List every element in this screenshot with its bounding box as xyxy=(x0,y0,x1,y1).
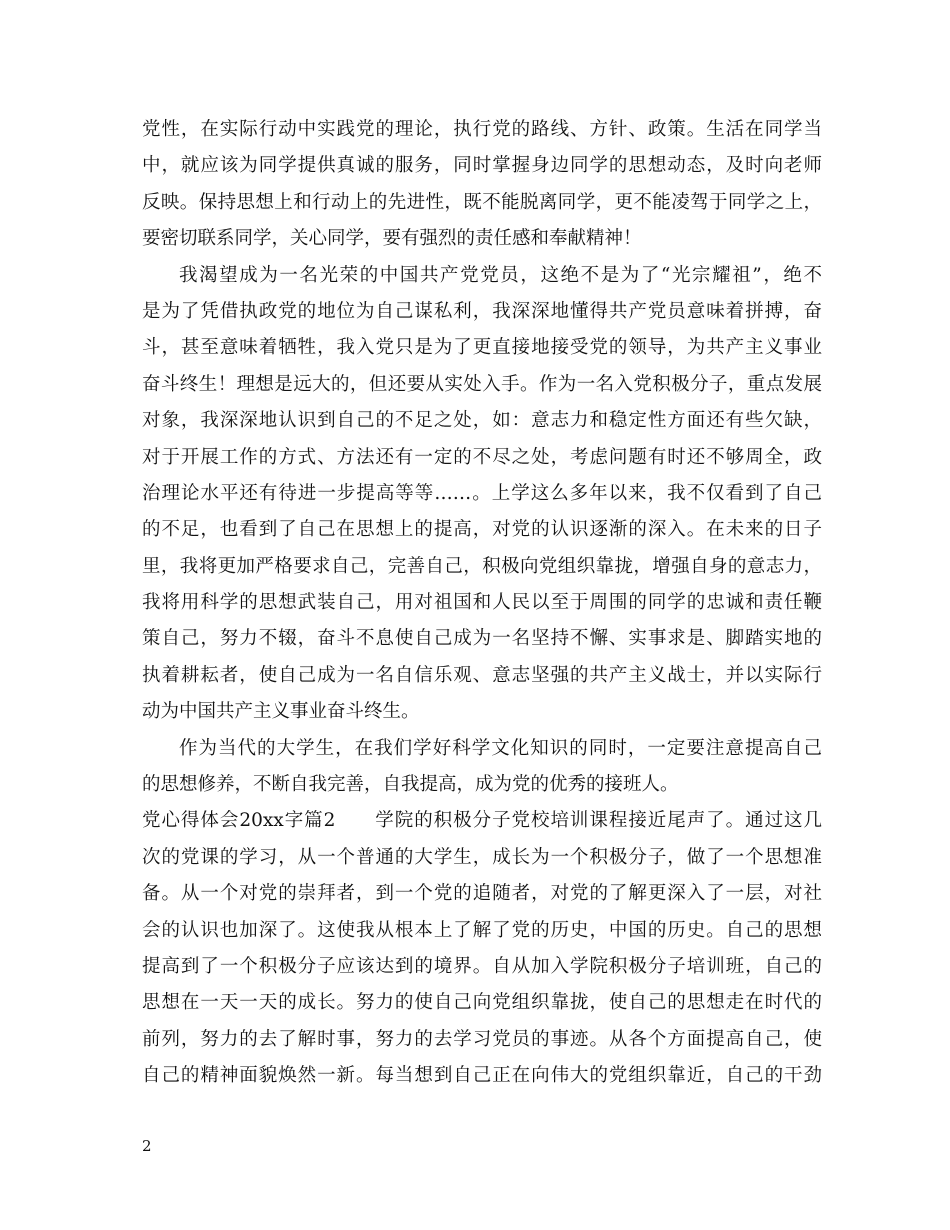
text-line: 次的党课的学习，从一个普通的大学生，成长为一个积极分子，做了一个思想准 xyxy=(142,846,822,868)
text-line: 对于开展工作的方式、方法还有一定的不尽之处，考虑问题有时还不够周全，政 xyxy=(142,446,822,468)
text-line: 对象，我深深地认识到自己的不足之处，如：意志力和稳定性方面还有些欠缺， xyxy=(142,410,822,432)
text-line: 会的认识也加深了。这使我从根本上了解了党的历史，中国的历史。自己的思想 xyxy=(142,919,822,941)
text-line: 思想在一天一天的成长。努力的使自己向党组织靠拢，使自己的思想走在时代的 xyxy=(142,992,822,1014)
text-line: 自己的精神面貌焕然一新。每当想到自己正在向伟大的党组织靠近，自己的干劲 xyxy=(142,1065,822,1087)
page-number: 2 xyxy=(142,1137,152,1155)
text-line: 奋斗终生！理想是远大的，但还要从实处入手。作为一名入党积极分子，重点发展 xyxy=(142,373,822,395)
text-line: 的思想修养，不断自我完善，自我提高，成为党的优秀的接班人。 xyxy=(142,774,679,796)
text-line: 提高到了一个积极分子应该达到的境界。自从加入学院积极分子培训班，自己的 xyxy=(142,955,822,977)
text-line: 前列，努力的去了解时事，努力的去学习党员的事迹。从各个方面提高自己，使 xyxy=(142,1028,822,1050)
body-text xyxy=(142,112,822,1095)
text-line: 要密切联系同学，关心同学，要有强烈的责任感和奉献精神！ xyxy=(142,228,642,250)
text-line: 执着耕耘者，使自己成为一名自信乐观、意志坚强的共产主义战士，并以实际行 xyxy=(142,664,822,686)
text-line: 反映。保持思想上和行动上的先进性，既不能脱离同学，更不能凌驾于同学之上， xyxy=(142,191,822,213)
text-line: 中，就应该为同学提供真诚的服务，同时掌握身边同学的思想动态，及时向老师 xyxy=(142,155,822,177)
text-line: 斗，甚至意味着牺牲，我入党只是为了更直接地接受党的领导，为共产主义事业 xyxy=(142,337,822,359)
text-line: 党性，在实际行动中实践党的理论，执行党的路线、方针、政策。生活在同学当 xyxy=(142,119,822,140)
text-line: 是为了凭借执政党的地位为自己谋私利，我深深地懂得共产党员意味着拼搏，奋 xyxy=(142,300,822,322)
text-line: 备。从一个对党的崇拜者，到一个党的追随者，对党的了解更深入了一层，对社 xyxy=(142,883,822,905)
text-line: 里，我将更加严格要求自己，完善自己，积极向党组织靠拢，增强自身的意志力， xyxy=(142,555,822,577)
text-line: 党心得体会20xx字篇2 学院的积极分子党校培训课程接近尾声了。通过这几 xyxy=(142,810,822,832)
text-line: 我渴望成为一名光荣的中国共产党党员，这绝不是为了“光宗耀祖”，绝不 xyxy=(179,264,822,286)
text-line: 策自己，努力不辍，奋斗不息使自己成为一名坚持不懈、实事求是、脚踏实地的 xyxy=(142,628,822,650)
text-line: 的不足，也看到了自己在思想上的提高，对党的认识逐渐的深入。在未来的日子 xyxy=(142,519,822,541)
text-line: 我将用科学的思想武装自己，用对祖国和人民以至于周围的同学的忠诚和责任鞭 xyxy=(142,592,822,614)
text-line: 作为当代的大学生，在我们学好科学文化知识的同时，一定要注意提高自己 xyxy=(179,737,822,759)
text-line: 治理论水平还有待进一步提高等等……。上学这么多年以来，我不仅看到了自己 xyxy=(142,482,822,504)
text-line: 动为中国共产主义事业奋斗终生。 xyxy=(142,701,420,723)
